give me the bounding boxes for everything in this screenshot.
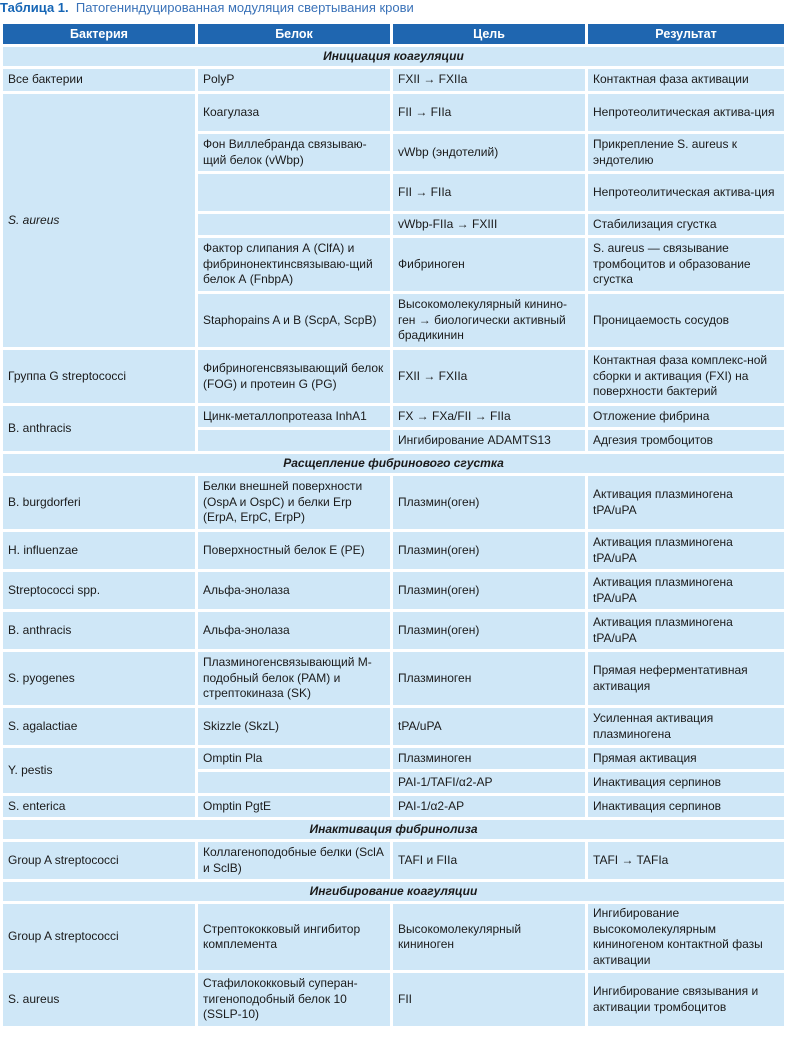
cell-bacteria: B. burgdorferi xyxy=(3,476,195,529)
cell-protein xyxy=(198,174,390,211)
section-title: Инициация коагуляции xyxy=(3,47,784,66)
cell-result: Инактивация серпинов xyxy=(588,772,784,793)
cell-target: FII → FIIa xyxy=(393,94,585,131)
cell-protein: Фон Виллебранда связываю-щий белок (vWbp) xyxy=(198,134,390,171)
cell-target: vWbp-FIIa → FXIII xyxy=(393,214,585,235)
cell-protein: PolyP xyxy=(198,69,390,91)
cell-bacteria: B. anthracis xyxy=(3,406,195,451)
cell-bacteria: S. aureus xyxy=(3,94,195,347)
cell-protein: Staphopains A и B (ScpA, ScpB) xyxy=(198,294,390,347)
cell-protein: Альфа-энолаза xyxy=(198,572,390,609)
cell-bacteria: Группа G streptococci xyxy=(3,350,195,403)
cell-bacteria: Group A streptococci xyxy=(3,842,195,879)
cell-target: FX → FXa/FII → FIIa xyxy=(393,406,585,427)
cell-target: FXII → FXIIa xyxy=(393,69,585,91)
caption-title: Патогениндуцированная модуляция свертывания крови xyxy=(75,0,414,15)
table-caption xyxy=(0,0,787,20)
cell-result: Активация плазминогена tPA/uPA xyxy=(588,572,784,609)
cell-target: FXII → FXIIa xyxy=(393,350,585,403)
table-row xyxy=(3,572,784,609)
cell-protein: Omptin Pla xyxy=(198,748,390,769)
cell-target: Ингибирование ADAMTS13 xyxy=(393,430,585,451)
cell-bacteria: S. pyogenes xyxy=(3,652,195,705)
cell-bacteria: Y. pestis xyxy=(3,748,195,793)
cell-protein: Плазминогенсвязывающий М-подобный белок (PAM) и стрептокиназа (SK) xyxy=(198,652,390,705)
cell-protein: Цинк-металлопротеаза InhA1 xyxy=(198,406,390,427)
cell-result: Контактная фаза активации xyxy=(588,69,784,91)
section-row xyxy=(3,47,784,66)
cell-bacteria: S. enterica xyxy=(3,796,195,817)
cell-result: Активация плазминогена tPA/uPA xyxy=(588,476,784,529)
cell-target: vWbp (эндотелий) xyxy=(393,134,585,171)
cell-result: Проницаемость сосудов xyxy=(588,294,784,347)
cell-protein: Поверхностный белок Е (PE) xyxy=(198,532,390,569)
caption-label: Таблица 1. xyxy=(0,0,69,15)
section-title: Инактивация фибринолиза xyxy=(3,820,784,839)
cell-result: Ингибирование высокомолекулярным кининогеном контактной фазы активации xyxy=(588,904,784,970)
header-protein: Белок xyxy=(198,24,390,44)
cell-result: Активация плазминогена tPA/uPA xyxy=(588,532,784,569)
section-row xyxy=(3,820,784,839)
table-row xyxy=(3,652,784,705)
cell-protein: Фибриногенсвязывающий белок (FOG) и протеин G (PG) xyxy=(198,350,390,403)
cell-bacteria: S. agalactiae xyxy=(3,708,195,745)
cell-result: Прикрепление S. aureus к эндотелию xyxy=(588,134,784,171)
cell-target: PAI-1/TAFI/α2-AP xyxy=(393,772,585,793)
cell-result: Адгезия тромбоцитов xyxy=(588,430,784,451)
cell-result: Прямая неферментативная активация xyxy=(588,652,784,705)
section-title: Ингибирование коагуляции xyxy=(3,882,784,901)
cell-protein: Стафилококковый суперан-тигеноподобный белок 10 (SSLP-10) xyxy=(198,973,390,1026)
cell-target: Высокомолекулярный кининоген xyxy=(393,904,585,970)
cell-target: Плазмин(оген) xyxy=(393,476,585,529)
cell-result: TAFI → TAFIa xyxy=(588,842,784,879)
cell-protein xyxy=(198,430,390,451)
cell-result: Прямая активация xyxy=(588,748,784,769)
table-row xyxy=(3,796,784,817)
cell-result: Ингибирование связывания и активации тромбоцитов xyxy=(588,973,784,1026)
header-result: Результат xyxy=(588,24,784,44)
cell-target: Плазмин(оген) xyxy=(393,612,585,649)
cell-result: Непротеолитическая актива-ция xyxy=(588,94,784,131)
cell-target: Высокомолекулярный кинино-ген → биологически активный брадикинин xyxy=(393,294,585,347)
cell-bacteria: Все бактерии xyxy=(3,69,195,91)
table-row xyxy=(3,69,784,91)
cell-protein: Коллагеноподобные белки (SclA и SclB) xyxy=(198,842,390,879)
cell-bacteria: Streptococci spp. xyxy=(3,572,195,609)
cell-target: Плазмин(оген) xyxy=(393,532,585,569)
cell-target: Фибриноген xyxy=(393,238,585,291)
cell-result: Контактная фаза комплекс-ной сборки и активация (FXI) на поверхности бактерий xyxy=(588,350,784,403)
table-row xyxy=(3,904,784,970)
cell-protein: Фактор слипания А (ClfA) и фибринонектинсвязываю-щий белок А (FnbpA) xyxy=(198,238,390,291)
section-title: Расщепление фибринового сгустка xyxy=(3,454,784,473)
cell-bacteria: B. anthracis xyxy=(3,612,195,649)
cell-target: TAFI и FIIa xyxy=(393,842,585,879)
coagulation-table xyxy=(0,21,787,1029)
cell-protein: Коагулаза xyxy=(198,94,390,131)
cell-bacteria: S. aureus xyxy=(3,973,195,1026)
cell-target: tPA/uPA xyxy=(393,708,585,745)
cell-protein xyxy=(198,214,390,235)
cell-bacteria: H. influenzae xyxy=(3,532,195,569)
header-row xyxy=(3,24,784,44)
cell-target: FII → FIIa xyxy=(393,174,585,211)
cell-result: S. aureus — связывание тромбоцитов и образование сгустка xyxy=(588,238,784,291)
cell-target: Плазмин(оген) xyxy=(393,572,585,609)
cell-protein: Omptin PgtE xyxy=(198,796,390,817)
cell-result: Усиленная активация плазминогена xyxy=(588,708,784,745)
cell-target: PAI-1/α2-AP xyxy=(393,796,585,817)
cell-result: Инактивация серпинов xyxy=(588,796,784,817)
table-row xyxy=(3,532,784,569)
cell-protein: Стрептококковый ингибитор комплемента xyxy=(198,904,390,970)
section-row xyxy=(3,454,784,473)
cell-target: Плазминоген xyxy=(393,748,585,769)
cell-target: FII xyxy=(393,973,585,1026)
section-row xyxy=(3,882,784,901)
table-row xyxy=(3,973,784,1026)
table-row xyxy=(3,94,784,131)
table-row xyxy=(3,748,784,769)
table-row xyxy=(3,406,784,427)
cell-protein xyxy=(198,772,390,793)
cell-protein: Белки внешней поверхности (OspA и OspC) и белки Erp (ErpA, ErpC, ErpP) xyxy=(198,476,390,529)
header-bacteria: Бактерия xyxy=(3,24,195,44)
table-row xyxy=(3,842,784,879)
cell-result: Отложение фибрина xyxy=(588,406,784,427)
cell-protein: Skizzle (SkzL) xyxy=(198,708,390,745)
table-row xyxy=(3,476,784,529)
cell-target: Плазминоген xyxy=(393,652,585,705)
cell-bacteria: Group A streptococci xyxy=(3,904,195,970)
table-row xyxy=(3,350,784,403)
cell-result: Активация плазминогена tPA/uPA xyxy=(588,612,784,649)
cell-protein: Альфа-энолаза xyxy=(198,612,390,649)
cell-result: Непротеолитическая актива-ция xyxy=(588,174,784,211)
cell-result: Стабилизация сгустка xyxy=(588,214,784,235)
table-row xyxy=(3,708,784,745)
header-target: Цель xyxy=(393,24,585,44)
table-row xyxy=(3,612,784,649)
